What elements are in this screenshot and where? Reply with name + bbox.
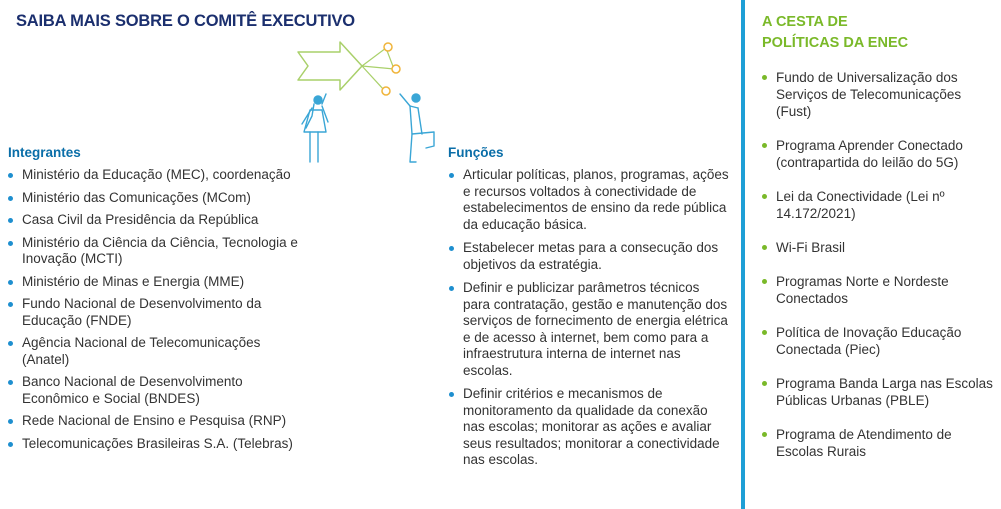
column-divider (741, 0, 745, 509)
list-item: Fundo Nacional de Desenvolvimento da Educação (FNDE) (8, 296, 308, 329)
cesta-heading-line1: A CESTA DE (762, 14, 848, 30)
list-item: Wi-Fi Brasil (762, 239, 997, 256)
cesta-heading (762, 12, 908, 54)
list-item: Fundo de Universalização dos Serviços de Telecomunicações (Fust) (762, 69, 997, 120)
list-item: Ministério das Comunicações (MCom) (8, 190, 308, 207)
list-item: Programas Norte e Nordeste Conectados (762, 273, 997, 307)
list-item: Articular políticas, planos, programas, ações e recursos voltados à conectividade de estabelecimentos de ensino da rede pública da educação básica. (449, 167, 729, 233)
list-item: Definir e publicizar parâmetros técnicos para contratação, gestão e manutenção dos serviços de fornecimento de energia elétrica e de acesso à internet, bem como para a infraestrutura interna de internet nas escolas. (449, 280, 729, 379)
list-item: Programa Banda Larga nas Escolas Públicas Urbanas (PBLE) (762, 375, 997, 409)
list-item: Casa Civil da Presidência da República (8, 212, 308, 229)
list-item: Ministério de Minas e Energia (MME) (8, 274, 308, 291)
cesta-heading-line2: POLÍTICAS DA ENEC (762, 35, 909, 51)
list-item: Banco Nacional de Desenvolvimento Econômico e Social (BNDES) (8, 374, 308, 407)
list-item: Rede Nacional de Ensino e Pesquisa (RNP) (8, 413, 308, 430)
integrantes-heading: Integrantes (8, 145, 81, 160)
list-item: Programa Aprender Conectado (contrapartida do leilão do 5G) (762, 137, 997, 171)
list-item: Política de Inovação Educação Conectada (Piec) (762, 324, 997, 358)
list-item: Ministério da Ciência da Ciência, Tecnologia e Inovação (MCTI) (8, 235, 308, 268)
list-item: Definir critérios e mecanismos de monitoramento da qualidade da conexão nas escolas; monitorar as ações e avaliar seus resultados; monitorar a conectividade nas escolas. (449, 386, 729, 469)
list-item: Estabelecer metas para a consecução dos objetivos da estratégia. (449, 240, 729, 273)
people-arrow-network-illustration (288, 38, 448, 166)
cesta-list (762, 69, 997, 477)
funcoes-list (449, 167, 729, 476)
list-item: Programa de Atendimento de Escolas Rurais (762, 426, 997, 460)
list-item: Telecomunicações Brasileiras S.A. (Telebras) (8, 436, 308, 453)
list-item: Lei da Conectividade (Lei nº 14.172/2021) (762, 188, 997, 222)
funcoes-heading: Funções (448, 145, 504, 160)
list-item: Ministério da Educação (MEC), coordenação (8, 167, 308, 184)
integrantes-list (8, 167, 308, 458)
page-title: SAIBA MAIS SOBRE O COMITÊ EXECUTIVO (16, 12, 355, 30)
list-item: Agência Nacional de Telecomunicações (Anatel) (8, 335, 308, 368)
